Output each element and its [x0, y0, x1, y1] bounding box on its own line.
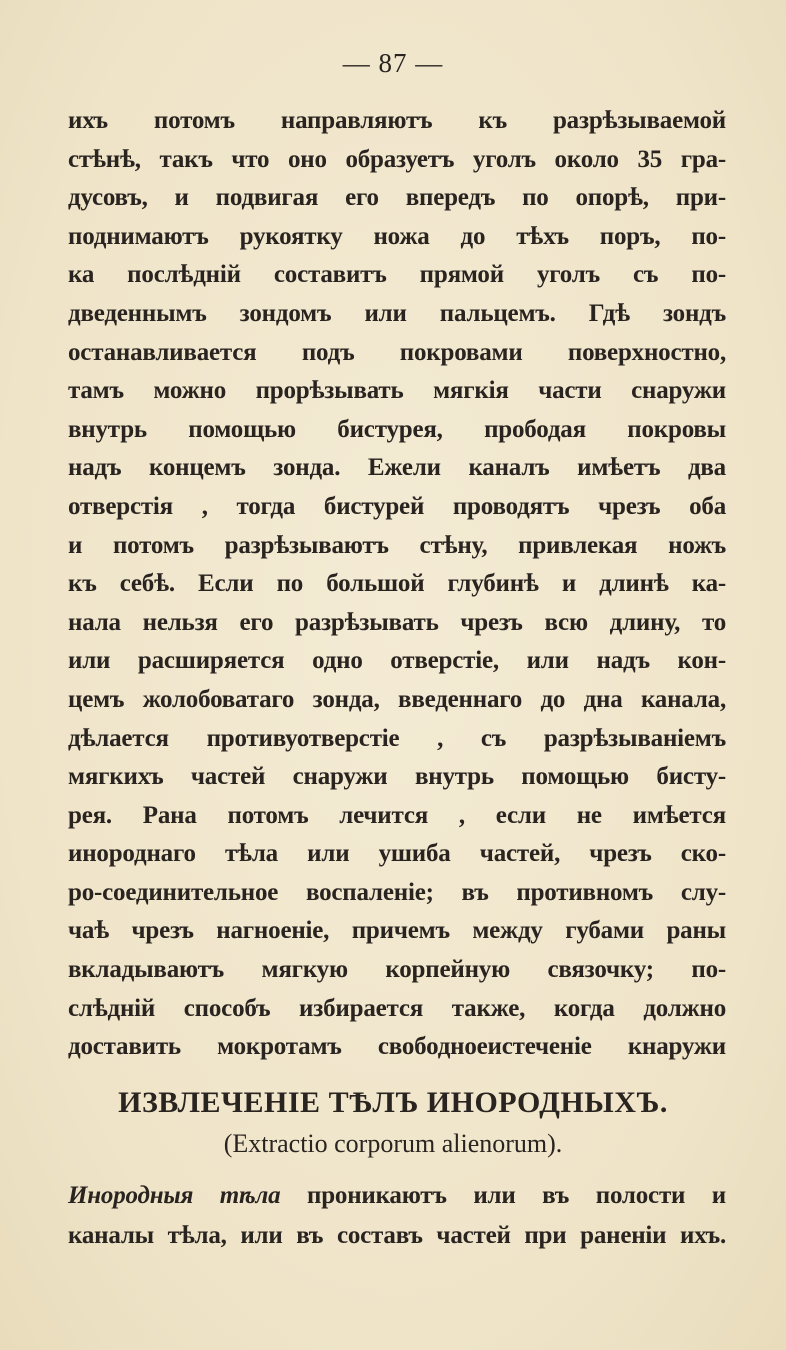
text-line: или расширяется одно отверстiе, или надъ кон-	[68, 647, 726, 675]
text-line: дѣлается противуотверстiе , съ разрѣзыванiемъ	[68, 724, 726, 752]
text-line: дусовъ, и подвигая его впередъ по опорѣ, при-	[68, 184, 726, 212]
text-line: отверстiя , тогда бистурей проводятъ чрезъ оба	[68, 492, 726, 520]
text-line: внутрь помощью бистурея, прободая покровы	[68, 415, 726, 443]
text-line: нала нельзя его разрѣзывать чрезъ всю длину, то	[68, 608, 726, 636]
text-span: проникаютъ или въ полости и	[280, 1182, 726, 1209]
text-line: мягкихъ частей снаружи внутрь помощью бисту-	[68, 763, 726, 791]
text-line: доставить мокротамъ свободноеистеченiе кнаружи	[68, 1033, 726, 1061]
paragraph-main	[68, 102, 726, 1067]
text-line: чаѣ чрезъ нагноенiе, причемъ между губами раны	[68, 917, 726, 945]
text-line: ро-соединительное воспаленiе; въ противномъ слу-	[68, 878, 726, 906]
text-line: вкладываютъ мягкую корпейную связочку; по-	[68, 956, 726, 984]
text-line: и потомъ разрѣзываютъ стѣну, привлекая ножъ	[68, 531, 726, 559]
text-line: слѣднiй способъ избирается также, когда должно	[68, 994, 726, 1022]
text-line	[68, 1176, 726, 1216]
text-line: цемъ жолобоватаго зонда, введеннаго до дна канала,	[68, 685, 726, 713]
text-line: каналы тѣла, или въ составъ частей при раненiи ихъ.	[68, 1222, 726, 1249]
section-subheading: (Extractio corporum alienorum).	[223, 1129, 563, 1158]
text-line: стѣнѣ, такъ что оно образуетъ уголъ около 35 гра-	[68, 145, 726, 173]
text-line: инороднаго тѣла или ушиба частей, чрезъ ско-	[68, 840, 726, 868]
text-line: ихъ потомъ направляютъ къ разрѣзываемой	[68, 107, 726, 134]
text-line: поднимаютъ рукоятку ножа до тѣхъ поръ, по-	[68, 222, 726, 250]
text-line: останавливается подъ покровами поверхностно,	[68, 338, 726, 366]
italic-term: Инородныя тѣла	[68, 1182, 281, 1209]
section-heading: ИЗВЛЕЧЕНIЕ ТѢЛЪ ИНОРОДНЫХЪ.	[118, 1086, 668, 1119]
text-line: надъ концемъ зонда. Ежели каналъ имѣетъ два	[68, 454, 726, 482]
text-line: тамъ можно прорѣзывать мягкiя части снаружи	[68, 377, 726, 405]
text-line: къ себѣ. Если по большой глубинѣ и длинѣ ка-	[68, 570, 726, 598]
page-number: — 87 —	[342, 48, 444, 78]
text-line: дведеннымъ зондомъ или пальцемъ. Гдѣ зондъ	[68, 299, 726, 327]
paragraph-second	[68, 1176, 726, 1256]
text-line: рея. Рана потомъ лечится , если не имѣется	[68, 801, 726, 829]
text-line: ка послѣднiй составитъ прямой уголъ съ по-	[68, 261, 726, 289]
